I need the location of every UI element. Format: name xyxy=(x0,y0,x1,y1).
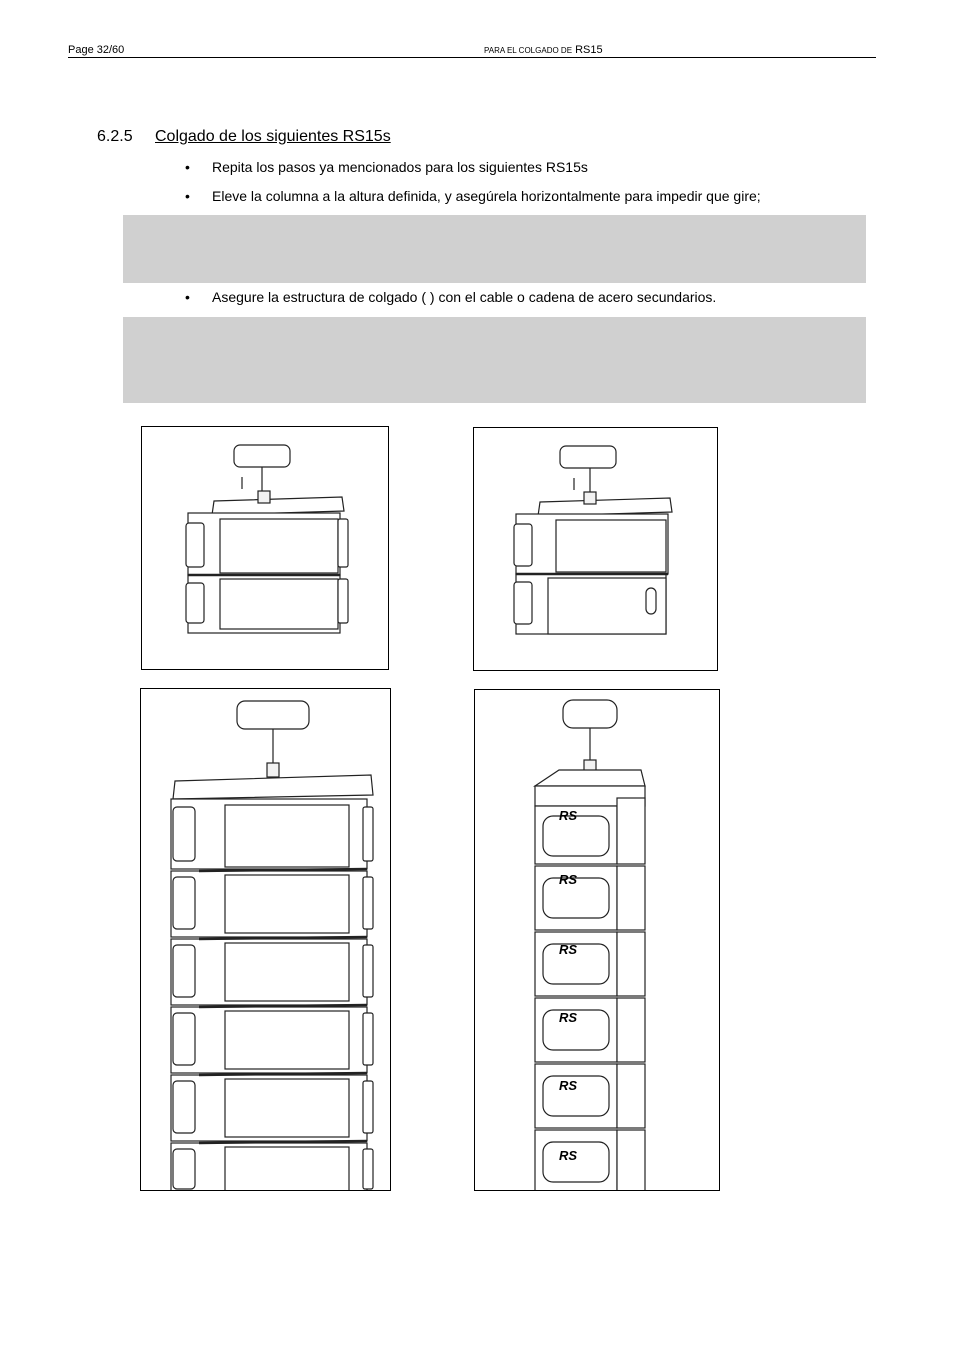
figure-column-front xyxy=(474,689,720,1191)
document-title-product: RS15 xyxy=(575,44,603,56)
rs-logo: RS xyxy=(559,1078,578,1093)
rs-logo: RS xyxy=(559,1148,578,1163)
rs-logo: RS xyxy=(559,1010,578,1025)
grey-note-box xyxy=(123,215,866,283)
header-rule xyxy=(68,57,876,58)
bullet-marker: • xyxy=(185,159,190,175)
figure-drawing xyxy=(141,689,390,1190)
page-number: Page 32/60 xyxy=(68,44,125,56)
bullet-3: Asegure la estructura de colgado ( ) con el cable o cadena de acero secundarios. xyxy=(212,289,717,305)
bullet-2: Eleve la columna a la altura definida, y asegúrela horizontalmente para impedir que gire; xyxy=(212,188,761,204)
figure-column-side xyxy=(140,688,391,1191)
section-title: Colgado de los siguientes RS15s xyxy=(155,128,391,145)
document-title-small: PARA EL COLGADO DE xyxy=(484,46,573,55)
bullet-marker: • xyxy=(185,289,190,305)
figure-two-cabinets-rotated xyxy=(473,427,718,671)
figure-drawing xyxy=(474,428,717,670)
figure-drawing xyxy=(142,427,388,669)
bullet-marker: • xyxy=(185,188,190,204)
rs-logo: RS xyxy=(559,872,578,887)
grey-note-box xyxy=(123,317,866,403)
rs-logo: RS xyxy=(559,942,578,957)
bullet-1: Repita los pasos ya mencionados para los siguientes RS15s xyxy=(212,159,588,175)
rs-logo: RS xyxy=(559,808,578,823)
section-number: 6.2.5 xyxy=(97,128,133,145)
document-title xyxy=(484,44,603,56)
figure-drawing xyxy=(475,690,719,1190)
figure-two-cabinets-side xyxy=(141,426,389,670)
